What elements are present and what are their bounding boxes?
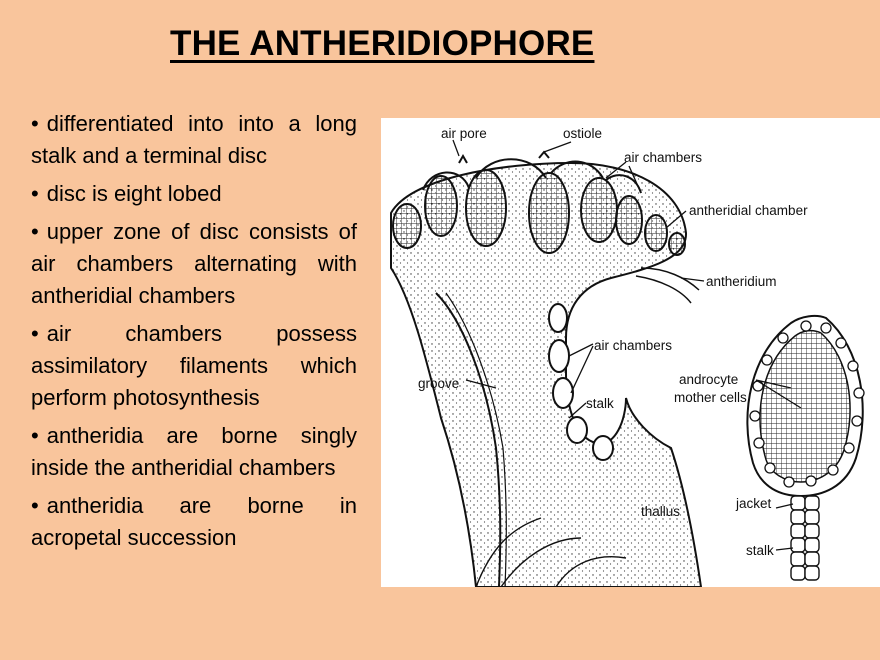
diagram-svg	[381, 118, 880, 587]
label-antheridium: antheridium	[706, 274, 777, 289]
label-air-chambers-top: air chambers	[624, 150, 703, 165]
label-thallus: thallus	[641, 504, 681, 519]
bullet-item: • air chambers possess assimilatory filaments which perform photosynthesis	[31, 321, 357, 410]
slide-title: THE ANTHERIDIOPHORE	[170, 24, 595, 63]
bullet-item: • upper zone of disc consists of air chambers alternating with antheridial chambers	[31, 219, 357, 308]
label-stalk-antheridium: stalk	[746, 543, 774, 558]
antheridium-detail	[747, 316, 864, 580]
antheridiophore-diagram	[381, 118, 880, 587]
bullet-item: • disc is eight lobed	[31, 181, 222, 206]
label-androcyte-1: androcyte	[679, 372, 739, 387]
ostiole-mark	[539, 152, 549, 158]
bullet-item: • antheridia are borne singly inside the antheridial chambers	[31, 423, 357, 480]
disc-fringe	[636, 276, 691, 303]
bullet-item: • antheridia are borne in acropetal succession	[31, 493, 357, 550]
label-androcyte-2: mother cells	[674, 390, 747, 405]
label-antheridial-chamber: antheridial chamber	[689, 203, 808, 218]
label-air-chambers-mid: air chambers	[594, 338, 673, 353]
label-groove: groove	[418, 376, 460, 391]
label-jacket: jacket	[736, 496, 772, 511]
bullet-list	[31, 108, 357, 560]
air-pore-mark	[459, 156, 467, 163]
label-stalk-main: stalk	[586, 396, 614, 411]
label-ostiole: ostiole	[563, 126, 603, 141]
label-air-pore: air pore	[441, 126, 487, 141]
bullet-item: • differentiated into into a long stalk and a terminal disc	[31, 111, 357, 168]
